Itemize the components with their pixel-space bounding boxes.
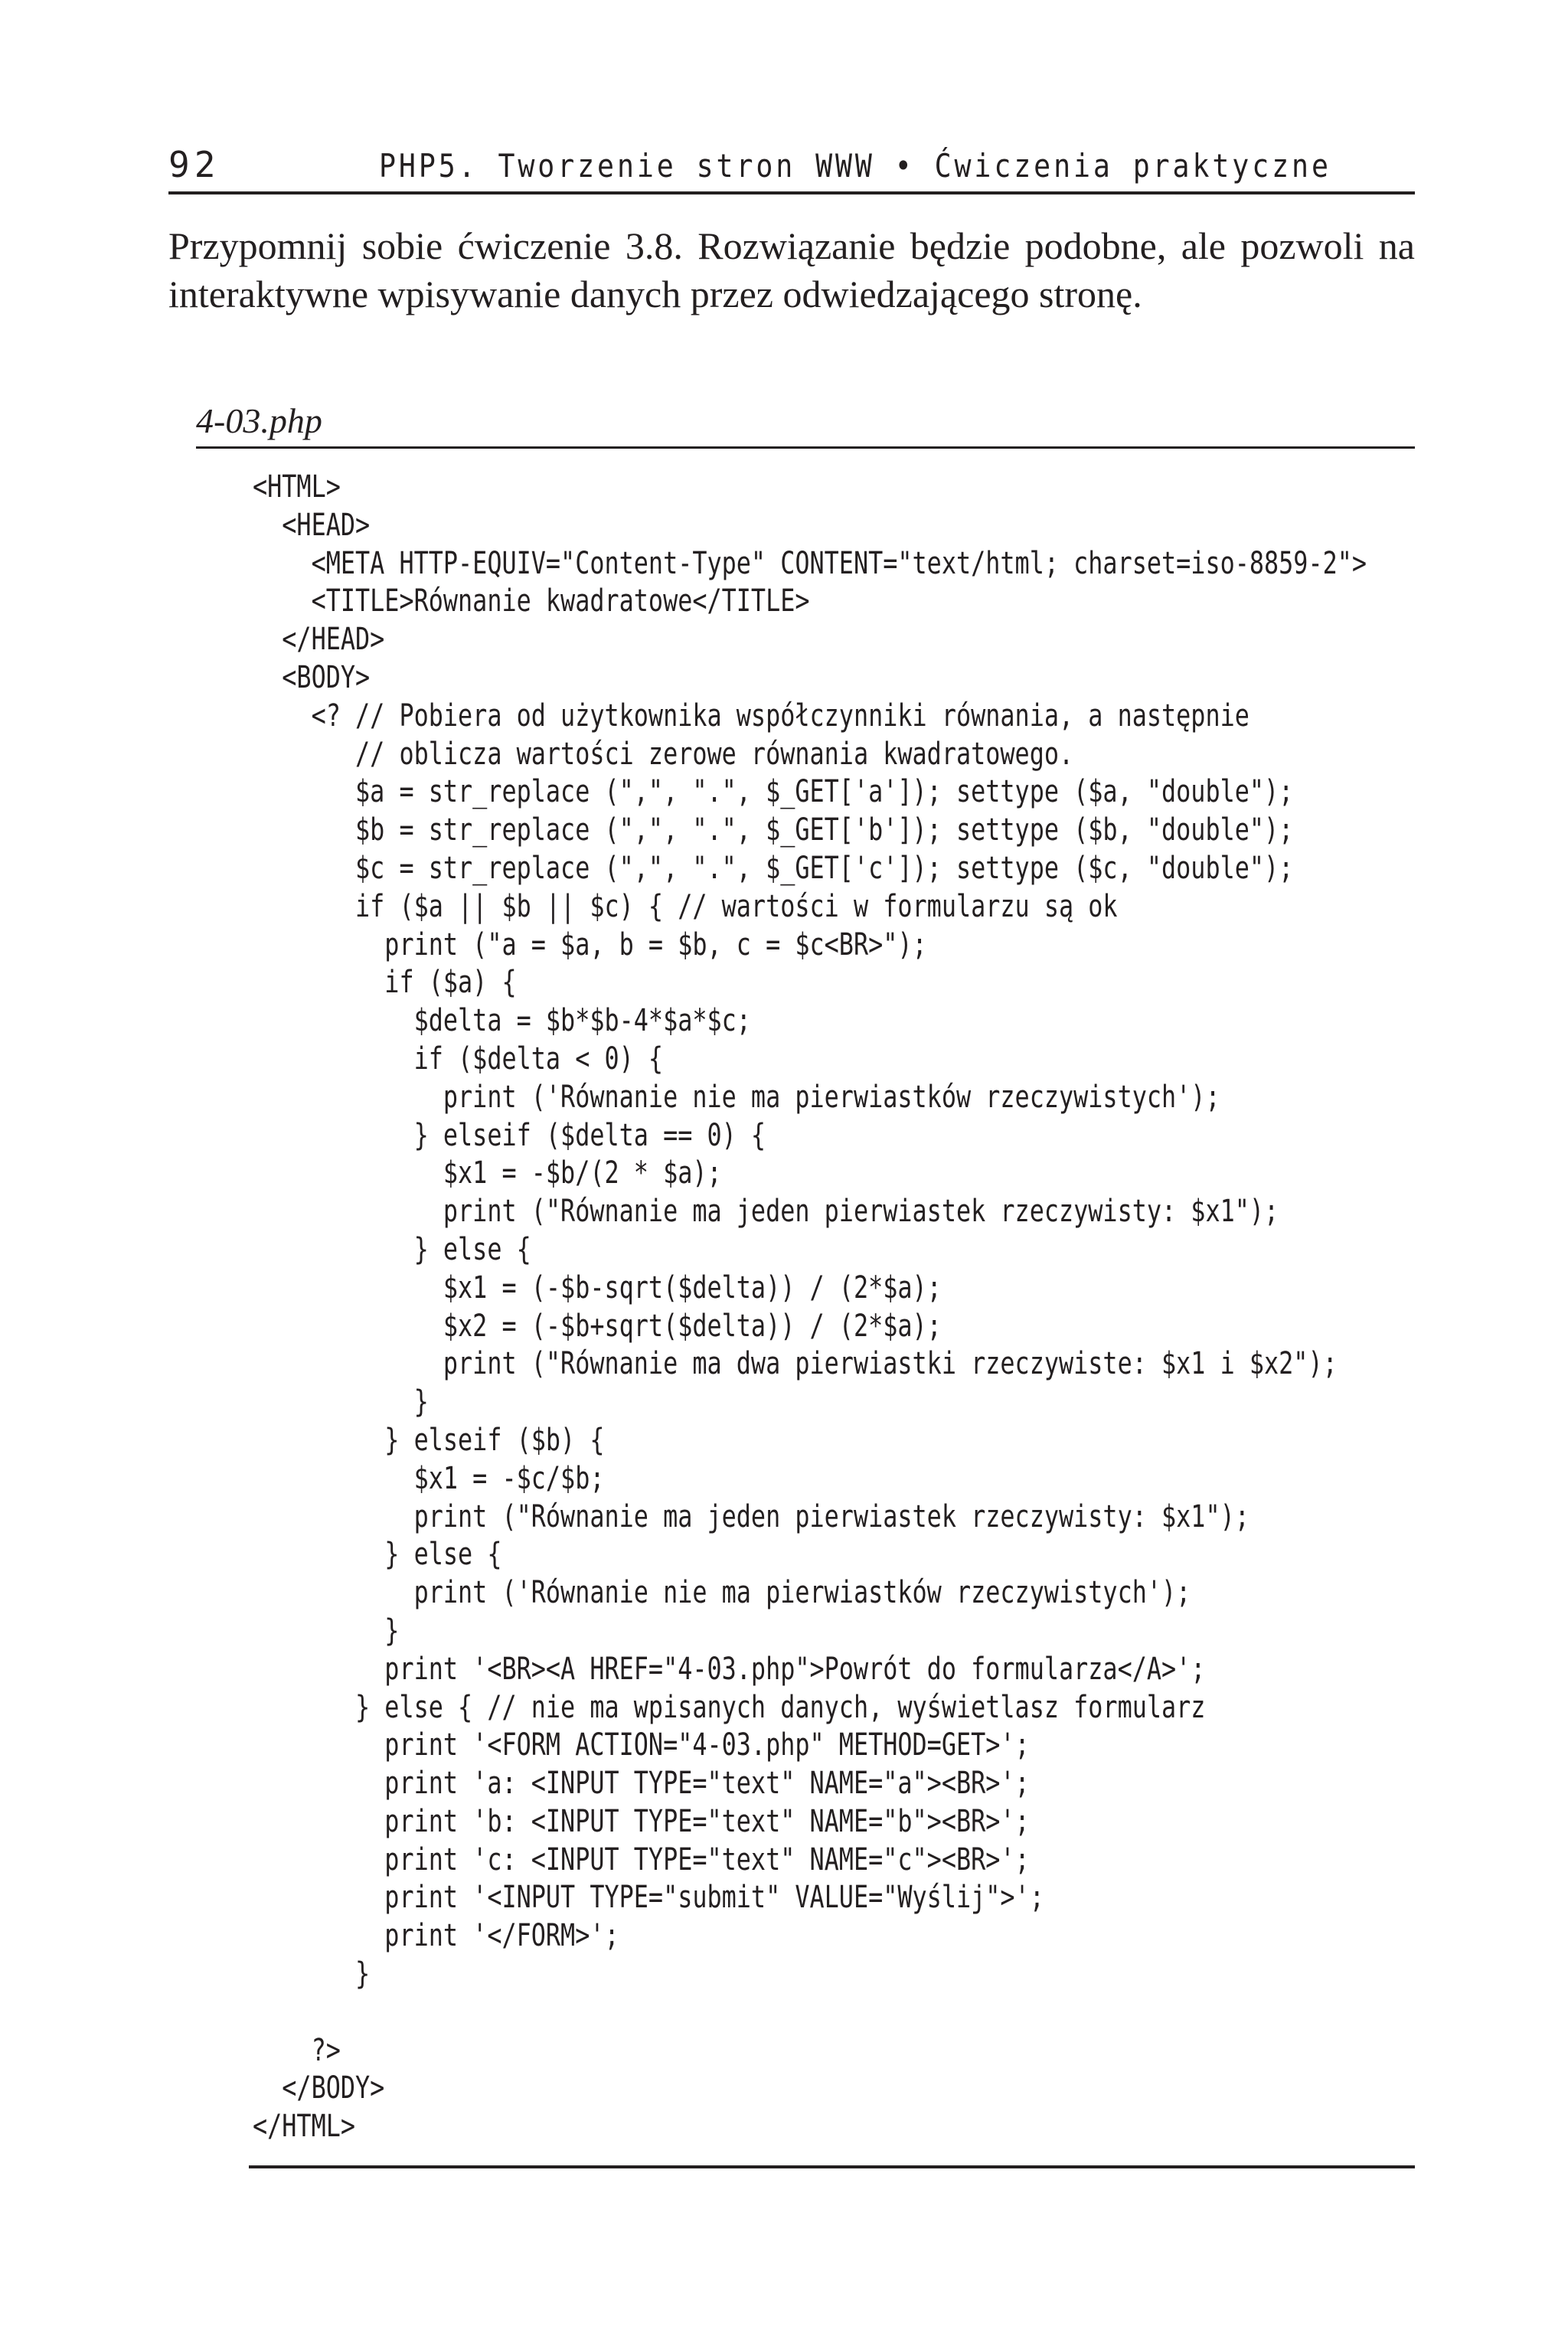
code-line: print '</FORM>'; xyxy=(253,1918,619,1954)
caption-rule xyxy=(196,446,1415,449)
code-line: <TITLE>Równanie kwadratowe</TITLE> xyxy=(253,583,810,619)
code-line: $b = str_replace (",", ".", $_GET['b']); settype ($b, "double"); xyxy=(253,812,1294,848)
code-line: </BODY> xyxy=(253,2070,385,2106)
code-line: // oblicza wartości zerowe równania kwadratowego. xyxy=(253,736,1074,772)
code-line: print ("Równanie ma dwa pierwiastki rzeczywiste: $x1 i $x2"); xyxy=(253,1346,1338,1382)
code-line: <META HTTP-EQUIV="Content-Type" CONTENT="text/html; charset=iso-8859-2"> xyxy=(253,545,1367,581)
code-line: print ('Równanie nie ma pierwiastków rzeczywistych'); xyxy=(253,1575,1191,1611)
code-line: } else { xyxy=(253,1231,531,1267)
running-header xyxy=(168,138,1415,194)
code-listing xyxy=(253,469,1367,2146)
code-line: ?> xyxy=(253,2032,341,2068)
code-line: } xyxy=(253,1613,400,1649)
listing-caption: 4-03.php xyxy=(196,401,322,440)
code-line: $delta = $b*$b-4*$a*$c; xyxy=(253,1003,751,1039)
code-line: <HEAD> xyxy=(253,507,371,543)
code-line: $x1 = (-$b-sqrt($delta)) / (2*$a); xyxy=(253,1270,942,1306)
code-line: print 'c: <INPUT TYPE="text" NAME="c"><BR>'; xyxy=(253,1841,1030,1877)
code-line: if ($a) { xyxy=(253,965,517,1001)
code-line: } elseif ($b) { xyxy=(253,1422,605,1458)
page-number: 92 xyxy=(168,144,220,185)
code-line: </HEAD> xyxy=(253,622,385,658)
code-line: print ("Równanie ma jeden pierwiastek rzeczywisty: $x1"); xyxy=(253,1194,1279,1230)
code-line: </HTML> xyxy=(253,2109,356,2145)
code-line: } elseif ($delta == 0) { xyxy=(253,1117,766,1153)
code-line: print '<INPUT TYPE="submit" VALUE="Wyślij">'; xyxy=(253,1880,1044,1916)
listing-end-rule xyxy=(249,2165,1415,2168)
code-line: } xyxy=(253,1956,371,1992)
code-line: <BODY> xyxy=(253,659,371,695)
code-line: print '<BR><A HREF="4-03.php">Powrót do formularza</A>'; xyxy=(253,1651,1206,1687)
running-header-title: PHP5. Tworzenie stron WWW • Ćwiczenia praktyczne xyxy=(379,147,1331,185)
code-line: print ("Równanie ma jeden pierwiastek rzeczywisty: $x1"); xyxy=(253,1498,1250,1534)
code-line: $c = str_replace (",", ".", $_GET['c']); settype ($c, "double"); xyxy=(253,850,1294,886)
code-line: if ($delta < 0) { xyxy=(253,1041,664,1077)
code-line: } else { xyxy=(253,1537,502,1573)
code-line: } xyxy=(253,1384,429,1420)
code-line: <HTML> xyxy=(253,469,341,505)
code-line xyxy=(253,1994,1177,2032)
code-line: print ("a = $a, b = $b, c = $c<BR>"); xyxy=(253,926,927,962)
code-line: if ($a || $b || $c) { // wartości w formularzu są ok xyxy=(253,888,1118,924)
code-line: $a = str_replace (",", ".", $_GET['a']); settype ($a, "double"); xyxy=(253,774,1294,810)
code-line: } else { // nie ma wpisanych danych, wyświetlasz formularz xyxy=(253,1689,1206,1725)
code-line: print '<FORM ACTION="4-03.php" METHOD=GET>'; xyxy=(253,1727,1030,1763)
code-line: $x1 = -$b/(2 * $a); xyxy=(253,1155,722,1191)
intro-paragraph: Przypomnij sobie ćwiczenie 3.8. Rozwiązanie będzie podobne, ale pozwoli na interaktywne wpisywanie danych przez odwiedzającego stronę. xyxy=(168,224,1415,315)
code-line: <? // Pobiera od użytkownika współczynniki równania, a następnie xyxy=(253,698,1250,734)
code-line: print 'a: <INPUT TYPE="text" NAME="a"><BR>'; xyxy=(253,1766,1030,1802)
code-line: print ('Równanie nie ma pierwiastków rzeczywistych'); xyxy=(253,1079,1220,1115)
code-line: print 'b: <INPUT TYPE="text" NAME="b"><BR>'; xyxy=(253,1803,1030,1839)
code-line: $x1 = -$c/$b; xyxy=(253,1460,605,1496)
code-line: $x2 = (-$b+sqrt($delta)) / (2*$a); xyxy=(253,1308,942,1344)
